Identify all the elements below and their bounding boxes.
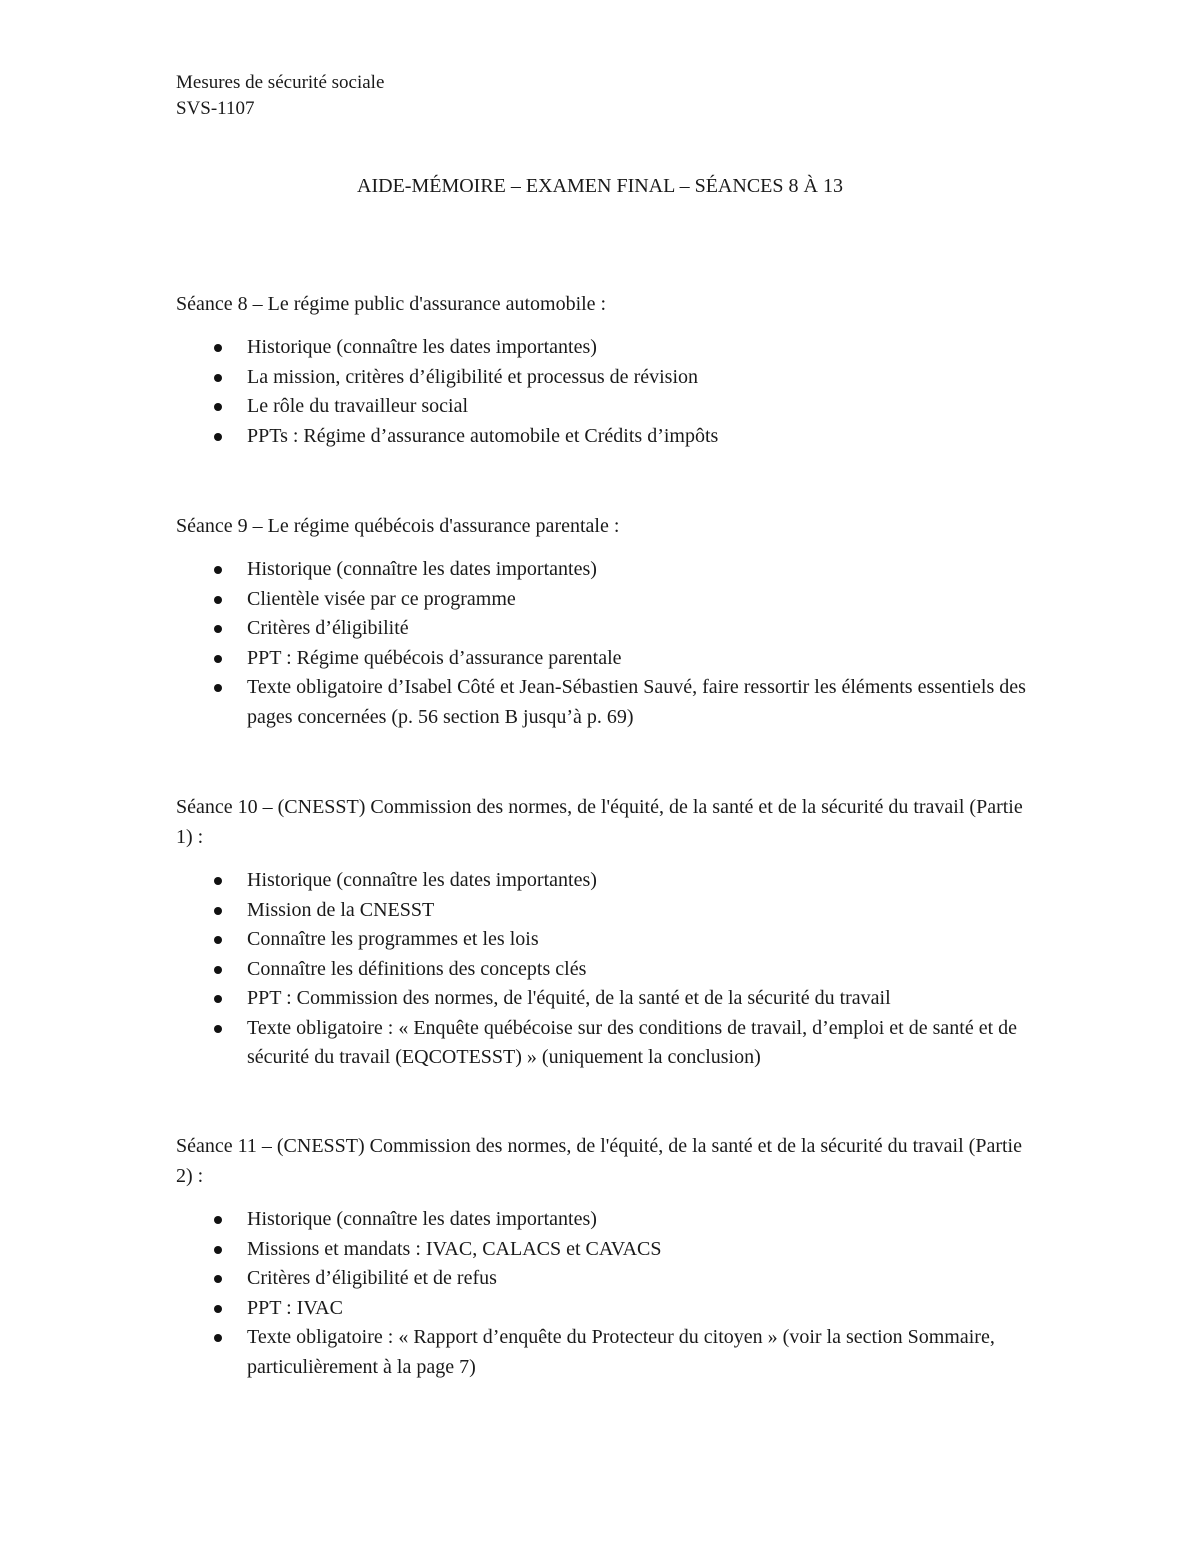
list-item [176,363,1036,393]
list-item-text: Historique (connaître les dates importantes) [247,869,597,891]
section-heading: Séance 11 – (CNESST) Commission des normes, de l'équité, de la santé et de la sécurité du travail (Partie 2) : [176,1135,1022,1187]
bullet-icon [214,1334,222,1342]
bullet-icon [214,1246,222,1254]
list-item [176,955,1036,985]
section-seance-9 [176,511,1036,732]
list-item-text: Clientèle visée par ce programme [247,587,516,610]
list-item-text: Connaître les définitions des concepts clés [247,957,587,980]
list-item-text: Critères d’éligibilité et de refus [247,1267,497,1289]
list-item-text: Mission de la CNESST [247,898,435,921]
bullet-icon [214,1305,222,1313]
list-item [176,1205,1036,1235]
list-item-text: PPTs : Régime d’assurance automobile et Crédits d’impôts [247,424,719,447]
bullet-icon [214,684,222,692]
list-item-text: Texte obligatoire : « Rapport d’enquête du Protecteur du citoyen » (voir la section Sommaire, particulièrement à la page 7) [247,1326,995,1378]
list-item-text: Historique (connaître les dates importantes) [247,1208,597,1230]
list-item-text: Le rôle du travailleur social [247,395,469,417]
list-item [176,644,1036,674]
list-item [176,673,1036,732]
section-heading: Séance 10 – (CNESST) Commission des normes, de l'équité, de la santé et de la sécurité du travail (Partie 1) : [176,796,1023,848]
bullet-list [176,555,1036,732]
bullet-icon [214,1275,222,1283]
list-item-text: Critères d’éligibilité [247,617,409,639]
list-item-text: PPT : Commission des normes, de l'équité, de la santé et de la sécurité du travail [247,987,891,1009]
bullet-icon [214,995,222,1003]
section-heading: Séance 9 – Le régime québécois d'assurance parentale : [176,515,620,537]
list-item [176,984,1036,1014]
list-item [176,1014,1036,1073]
list-item [176,555,1036,585]
document-title: AIDE-MÉMOIRE – EXAMEN FINAL – SÉANCES 8 À 13 [357,175,843,197]
list-item-text: La mission, critères d’éligibilité et processus de révision [247,365,698,388]
list-item [176,1235,1036,1265]
bullet-list [176,1205,1036,1382]
bullet-icon [214,433,222,441]
list-item [176,1323,1036,1382]
bullet-icon [214,1216,222,1224]
list-item-text: Missions et mandats : IVAC, CALACS et CAVACS [247,1237,662,1260]
bullet-icon [214,1025,222,1033]
list-item [176,1294,1036,1324]
bullet-icon [214,966,222,974]
list-item [176,925,1036,955]
section-seance-11 [176,1131,1036,1382]
list-item [176,333,1036,363]
list-item [176,1264,1036,1294]
list-item-text: Historique (connaître les dates importantes) [247,336,597,358]
bullet-icon [214,625,222,633]
bullet-icon [214,877,222,885]
bullet-list [176,333,1036,451]
list-item-text: Texte obligatoire d’Isabel Côté et Jean-Sébastien Sauvé, faire ressortir les éléments essentiels des pages concernées (p. 56 section B jusqu’à p. 69) [247,676,1026,728]
list-item [176,585,1036,615]
bullet-icon [214,374,222,382]
list-item-text: PPT : Régime québécois d’assurance parentale [247,646,622,669]
list-item-text: Texte obligatoire : « Enquête québécoise sur des conditions de travail, d’emploi et de santé et de sécurité du travail (EQCOTESST) » (uniquement la conclusion) [247,1016,1018,1068]
bullet-icon [214,596,222,604]
list-item-text: Historique (connaître les dates importantes) [247,558,597,580]
section-seance-8 [176,289,1036,451]
bullet-icon [214,344,222,352]
list-item [176,896,1036,926]
bullet-icon [214,655,222,663]
bullet-icon [214,907,222,915]
list-item [176,614,1036,644]
list-item-text: Connaître les programmes et les lois [247,928,539,950]
section-seance-10 [176,792,1036,1073]
list-item [176,392,1036,422]
course-code: SVS-1107 [176,98,255,119]
bullet-icon [214,936,222,944]
list-item [176,422,1036,452]
bullet-icon [214,403,222,411]
document-header [176,70,384,122]
course-name: Mesures de sécurité sociale [176,72,385,93]
bullet-icon [214,566,222,574]
section-heading: Séance 8 – Le régime public d'assurance automobile : [176,293,607,315]
list-item [176,866,1036,896]
bullet-list [176,866,1036,1073]
list-item-text: PPT : IVAC [247,1296,343,1319]
